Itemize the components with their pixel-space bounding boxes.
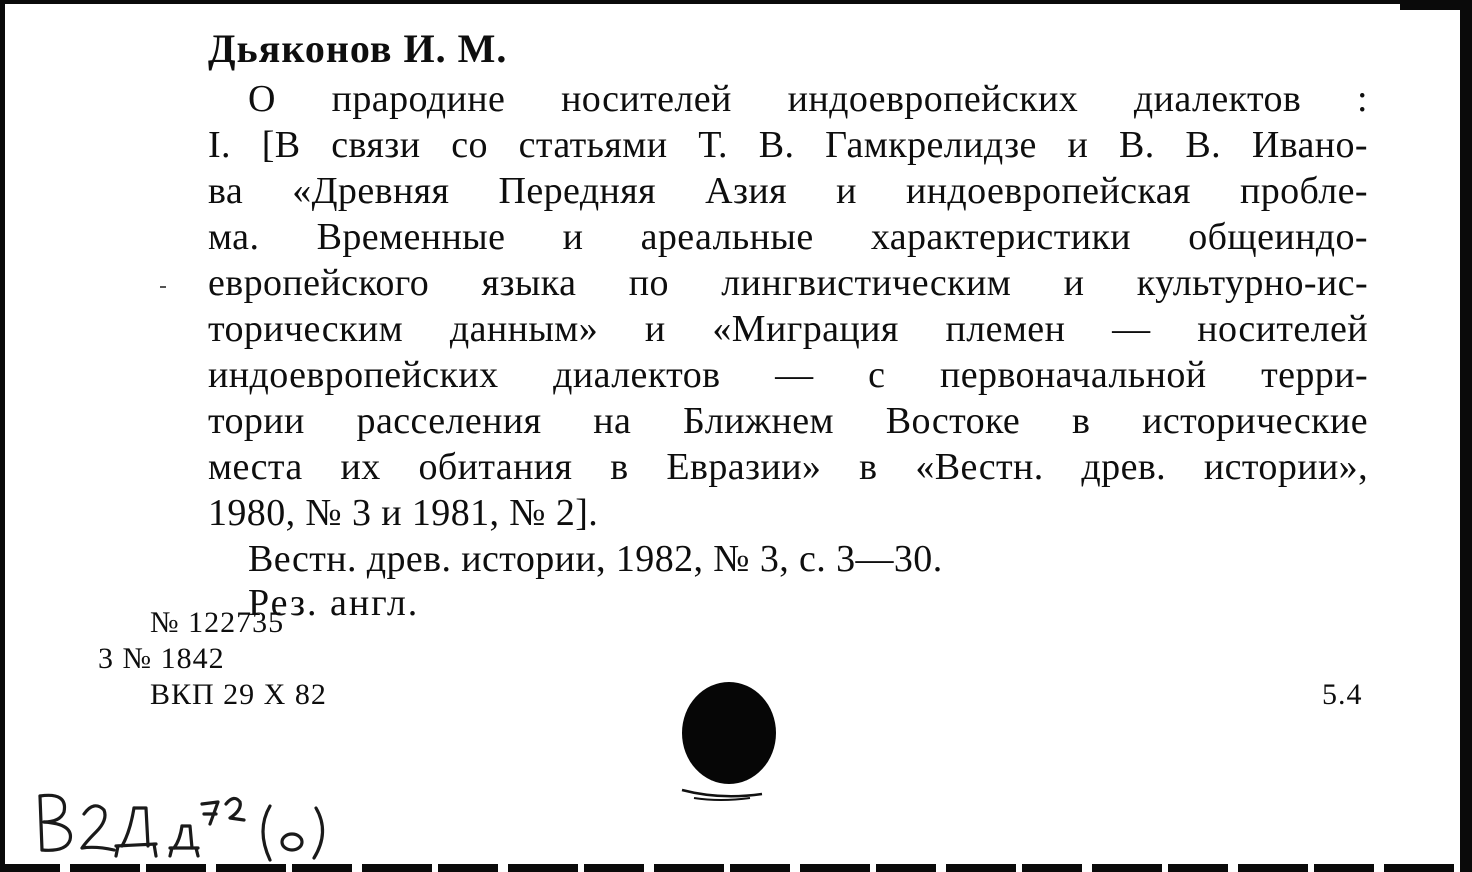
title-line: европейского языка по лингвистическим и культурно-ис- xyxy=(208,262,1368,304)
order-number: 3 № 1842 xyxy=(98,642,225,675)
catalog-number: № 122735 xyxy=(150,606,285,639)
title-line: 1980, № 3 и 1981, № 2]. xyxy=(208,492,599,534)
source-line: Вестн. древ. истории, 1982, № 3, с. 3—30. xyxy=(248,538,943,580)
card-edge-right xyxy=(1460,0,1472,872)
classification-code: 5.4 xyxy=(1322,678,1363,711)
summary-note: Рез. англ. xyxy=(248,582,420,624)
card-edge-bottom xyxy=(0,864,1472,872)
card-edge-top xyxy=(0,0,1472,4)
title-line: О прародине носителей индоевропейских диалектов : xyxy=(248,78,1368,120)
card-corner xyxy=(1400,0,1460,10)
title-line: тории расселения на Ближнем Востоке в исторические xyxy=(208,400,1368,442)
title-line: индоевропейских диалектов — с первоначальной терри- xyxy=(208,354,1368,396)
punch-hole-shadow xyxy=(680,786,764,802)
title-line: места их обитания в Евразии» в «Вестн. древ. истории», xyxy=(208,446,1368,488)
title-line: ва «Древняя Передняя Азия и индоевропейская пробле- xyxy=(208,170,1368,212)
card-edge-left xyxy=(0,0,5,872)
punch-hole xyxy=(682,682,776,784)
registry-stamp: ВКП 29 X 82 xyxy=(150,678,327,711)
handwritten-shelfmark-icon xyxy=(34,784,404,864)
title-line: I. [В связи со статьями Т. В. Гамкрелидзе и В. В. Ивано- xyxy=(208,124,1368,166)
title-line: торическим данным» и «Миграция племен — носителей xyxy=(208,308,1368,350)
title-line: ма. Временные и ареальные характеристики общеиндо- xyxy=(208,216,1368,258)
author-heading: Дьяконов И. М. xyxy=(208,26,508,71)
speck-mark xyxy=(160,286,166,288)
